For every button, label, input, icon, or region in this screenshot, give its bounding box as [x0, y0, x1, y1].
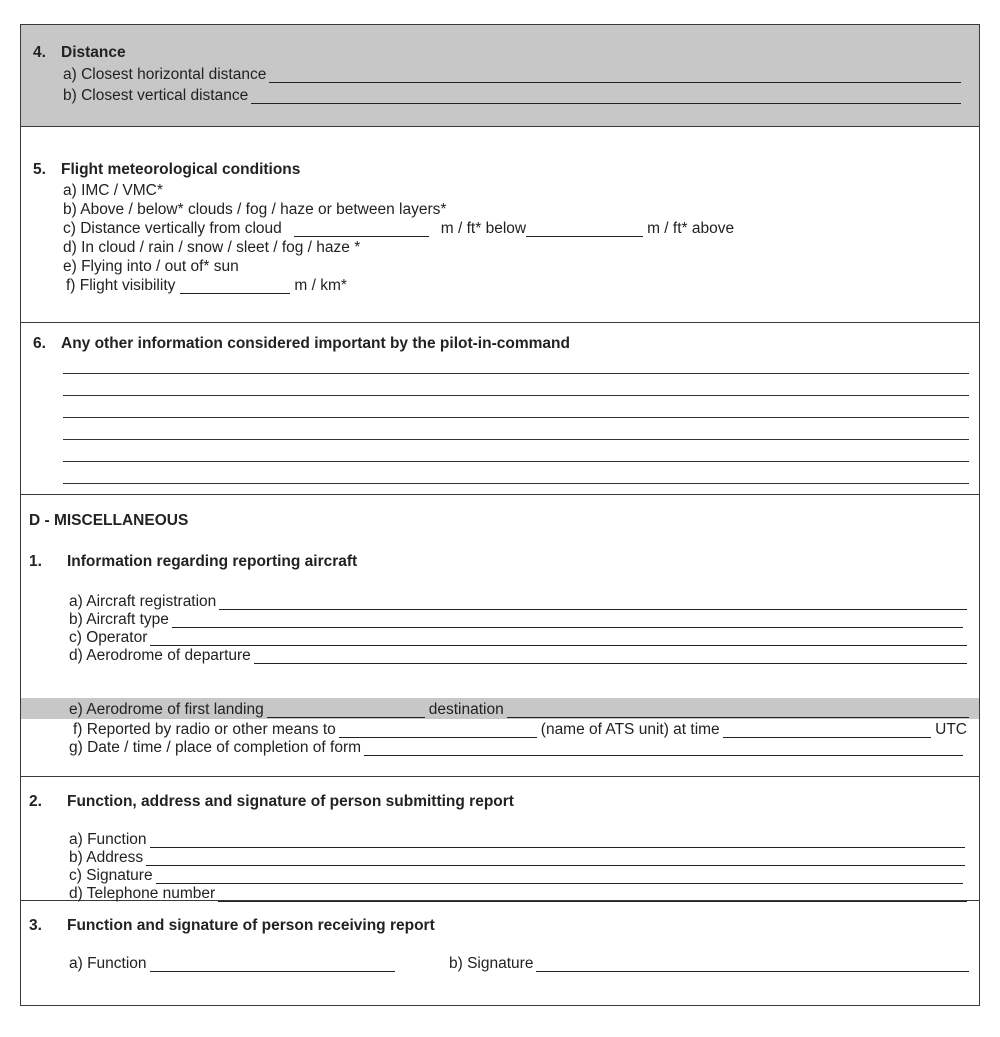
submitter-address-field[interactable] [69, 847, 965, 866]
imc-vmc-option[interactable] [63, 180, 163, 199]
field-label: b) Closest vertical distance [63, 87, 249, 104]
field-blank[interactable] [150, 630, 967, 646]
section-other-information [21, 323, 979, 495]
field-label: a) Function [69, 955, 147, 972]
section-number: 3. [29, 917, 42, 934]
answer-line[interactable] [63, 439, 969, 440]
field-label: c) Signature [69, 867, 153, 884]
field-label: d) Aerodrome of departure [69, 647, 251, 664]
field-label: c) Distance vertically from cloud [63, 220, 282, 237]
section-title: Function, address and signature of person submitting report [67, 793, 514, 810]
field-blank[interactable] [364, 740, 963, 756]
aircraft-registration-field[interactable] [69, 591, 967, 610]
operator-field[interactable] [69, 627, 967, 646]
section-number: 1. [29, 553, 42, 570]
completion-date-field[interactable] [69, 737, 963, 756]
vertical-distance-field[interactable] [63, 85, 961, 104]
field-label: g) Date / time / place of completion of form [69, 739, 362, 756]
field-blank[interactable] [507, 702, 969, 718]
section-title: Distance [61, 44, 126, 61]
report-form [20, 24, 980, 1006]
clouds-position-option[interactable] [63, 199, 446, 218]
section-meteorological [21, 127, 979, 323]
field-blank[interactable] [218, 886, 967, 902]
field-blank[interactable] [526, 221, 643, 237]
section-number: 2. [29, 793, 42, 810]
submitter-signature-field[interactable] [69, 865, 963, 884]
field-blank[interactable] [251, 88, 961, 104]
field-blank[interactable] [267, 702, 425, 718]
section-number: 4. [33, 44, 46, 61]
field-label: e) Flying into / out of* sun [63, 258, 239, 275]
field-label: b) Address [69, 849, 144, 866]
field-label: a) Aircraft registration [69, 593, 217, 610]
field-blank[interactable] [150, 956, 395, 972]
field-label: b) Above / below* clouds / fog / haze or between layers* [63, 201, 447, 218]
field-blank[interactable] [294, 221, 429, 237]
reported-by-radio-field[interactable] [73, 719, 967, 738]
field-blank[interactable] [146, 850, 965, 866]
section-distance [21, 25, 979, 127]
section-title: Flight meteorological conditions [61, 161, 301, 178]
field-label: UTC [935, 721, 967, 738]
field-label: a) IMC / VMC* [63, 182, 163, 199]
sun-option[interactable] [63, 256, 239, 275]
field-label: b) Aircraft type [69, 611, 169, 628]
horizontal-distance-field[interactable] [63, 64, 961, 83]
field-label: a) Function [69, 831, 147, 848]
field-label: c) Operator [69, 629, 148, 646]
field-blank[interactable] [254, 648, 967, 664]
cloud-distance-field[interactable] [63, 218, 734, 237]
section-number: 6. [33, 335, 46, 352]
part-title: D - MISCELLANEOUS [29, 512, 189, 529]
section-person-receiving [21, 901, 979, 1005]
section-title: Information regarding reporting aircraft [67, 553, 358, 570]
section-title: Function and signature of person receiving report [67, 917, 435, 934]
field-label: e) Aerodrome of first landing [69, 701, 264, 718]
submitter-function-field[interactable] [69, 829, 965, 848]
field-label: f) Flight visibility [66, 277, 176, 294]
field-blank[interactable] [180, 278, 290, 294]
field-label: m / ft* above [647, 220, 735, 237]
field-blank[interactable] [172, 612, 963, 628]
receiver-signature-field[interactable] [449, 953, 969, 972]
field-label: b) Signature [449, 955, 534, 972]
section-reporting-aircraft [21, 495, 979, 777]
field-label: m / km* [294, 277, 347, 294]
field-label: f) Reported by radio or other means to [73, 721, 336, 738]
field-blank[interactable] [269, 67, 961, 83]
field-label: d) Telephone number [69, 885, 216, 902]
field-label: m / ft* below [440, 220, 527, 237]
answer-line[interactable] [63, 483, 969, 484]
answer-line[interactable] [63, 373, 969, 374]
weather-condition-option[interactable] [63, 237, 360, 256]
answer-line[interactable] [63, 417, 969, 418]
section-title: Any other information considered important by the pilot-in-command [61, 335, 570, 352]
first-landing-destination-field[interactable] [69, 699, 969, 718]
flight-visibility-field[interactable] [66, 275, 347, 294]
section-person-submitting [21, 777, 979, 901]
field-label: destination [428, 701, 504, 718]
receiver-function-field[interactable] [69, 953, 395, 972]
answer-line[interactable] [63, 461, 969, 462]
field-blank[interactable] [723, 722, 931, 738]
field-blank[interactable] [156, 868, 963, 884]
field-label: (name of ATS unit) at time [540, 721, 720, 738]
aircraft-type-field[interactable] [69, 609, 963, 628]
section-number: 5. [33, 161, 46, 178]
departure-aerodrome-field[interactable] [69, 645, 967, 664]
answer-line[interactable] [63, 395, 969, 396]
field-label: a) Closest horizontal distance [63, 66, 267, 83]
field-blank[interactable] [150, 832, 965, 848]
field-blank[interactable] [536, 956, 969, 972]
field-blank[interactable] [339, 722, 537, 738]
field-label: d) In cloud / rain / snow / sleet / fog / haze * [63, 239, 361, 256]
field-blank[interactable] [219, 594, 967, 610]
submitter-telephone-field[interactable] [69, 883, 967, 902]
